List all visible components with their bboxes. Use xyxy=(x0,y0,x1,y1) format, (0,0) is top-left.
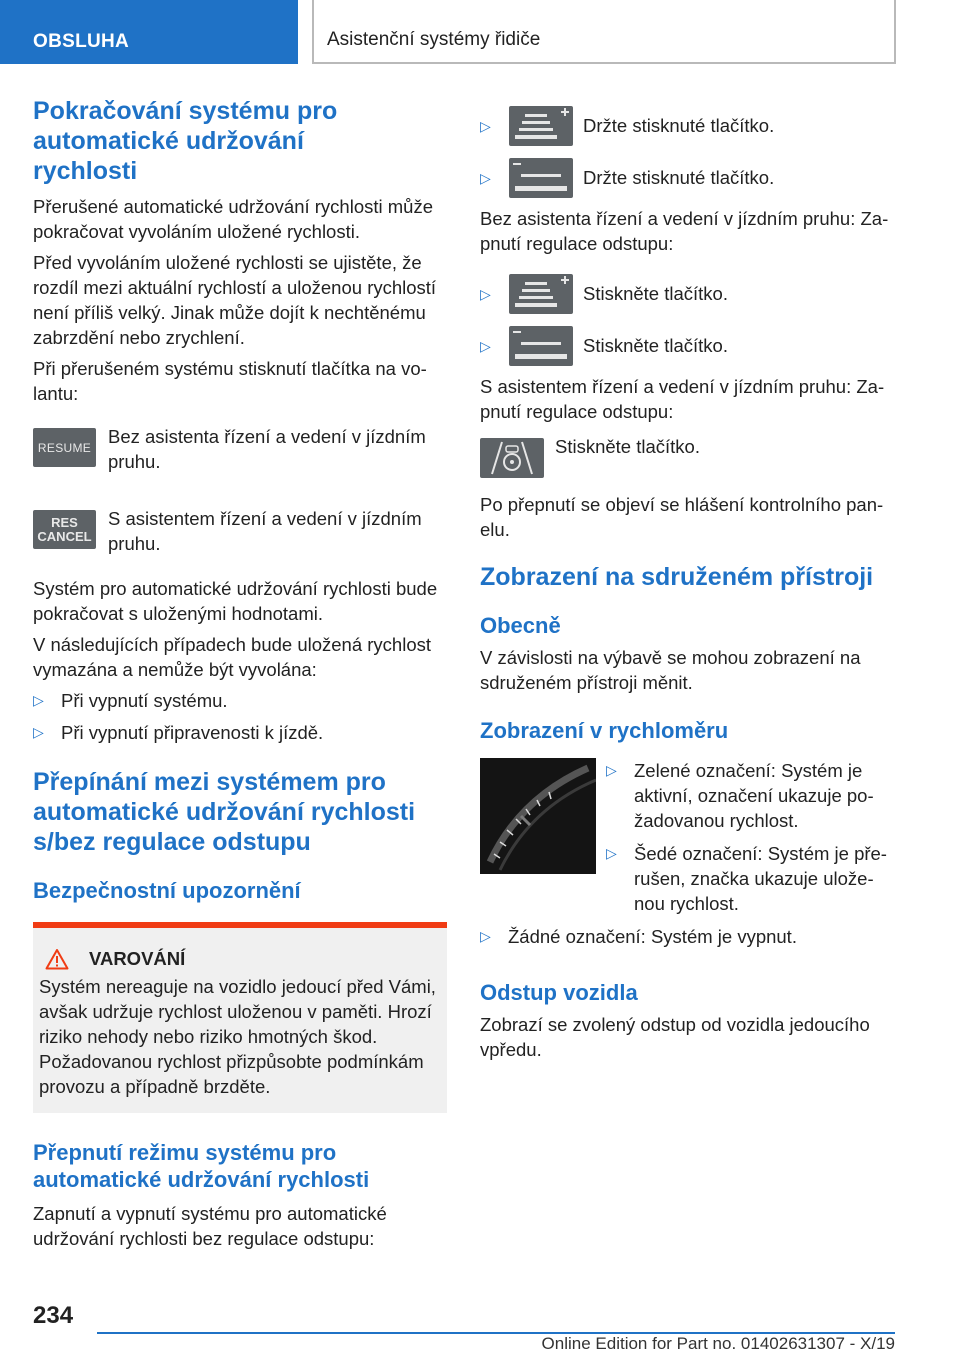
paragraph: Zobrazí se zvolený odstup od vozidla jedoucího vpředu. xyxy=(480,1014,870,1060)
triangle-bullet-icon: ▷ xyxy=(480,285,491,302)
heading-switch: Přepínání mezi systémem pro automatické udržování rychlosti s/bez regulace odstupu xyxy=(33,768,416,856)
list-item-text: Šedé označení: Systém je pře- rušen, značka ukazuje ulože- nou rychlost. xyxy=(634,843,887,914)
paragraph: S asistentem řízení a vedení v jízdním pruhu: Za- pnutí regulace odstupu: xyxy=(480,376,885,422)
heading-safety: Bezpečnostní upozornění xyxy=(33,878,301,903)
list-item-text: Při vypnutí systému. xyxy=(61,690,228,711)
res-cancel-text: S asistentem řízení a vedení v jízdním pruhu. xyxy=(108,508,422,554)
edition-text: Online Edition for Part no. 01402631307 - X/19 xyxy=(541,1334,895,1353)
speedometer-image xyxy=(480,758,596,874)
list-item xyxy=(33,688,447,713)
paragraph: Před vyvoláním uložené rychlosti se ujistěte, že rozdíl mezi aktuální rychlostí a uloženou rychlostí není příliš velký. Jinak může dojít k nechtěnému zabrzdění nebo zrychlení. xyxy=(33,252,437,348)
warning-text: Systém nereaguje na vozidlo jedoucí před Vámi, avšak udržuje rychlost uloženou v paměti. Hrozí riziko nehody nebo riziko hmotných škod. Požadovanou rychlost přizpůsobte podmínkám provozu a případně brzděte. xyxy=(39,976,436,1097)
distance-button-row xyxy=(480,158,896,198)
steering-assist-row xyxy=(480,438,896,478)
heading-continue: Pokračování systému pro automatické udržování rychlosti xyxy=(33,97,338,185)
list-item-text: Žádné označení: Systém je vypnut. xyxy=(508,926,797,947)
paragraph: Přerušené automatické udržování rychlosti může pokračovat vyvoláním uložené rychlosti. xyxy=(33,196,433,242)
triangle-bullet-icon: ▷ xyxy=(606,845,617,861)
section-tab: OBSLUHA xyxy=(0,0,298,64)
rescancel-row xyxy=(33,510,447,556)
distance-increase-icon xyxy=(509,274,573,314)
heading-distance: Odstup vozidla xyxy=(480,980,638,1005)
triangle-bullet-icon: ▷ xyxy=(480,117,491,134)
speedometer-list xyxy=(606,758,896,916)
chapter-title: Asistenční systémy řidiče xyxy=(312,0,896,64)
triangle-bullet-icon: ▷ xyxy=(33,692,44,708)
triangle-bullet-icon: ▷ xyxy=(33,724,44,740)
list-item xyxy=(480,924,896,949)
list-item xyxy=(606,758,896,833)
heading-display: Zobrazení na sdruženém přístroji xyxy=(480,563,874,591)
resume-label: RESUME xyxy=(37,440,92,455)
triangle-bullet-icon: ▷ xyxy=(480,169,491,186)
distance-decrease-icon xyxy=(509,326,573,366)
instruction-text: Stiskněte tlačítko. xyxy=(583,335,728,356)
distance-minus-button-image xyxy=(509,326,573,366)
warning-header xyxy=(45,948,439,970)
page-number: 234 xyxy=(33,1302,74,1329)
warning-triangle-icon xyxy=(45,948,69,970)
heading-speedometer: Zobrazení v rychloměru xyxy=(480,718,729,743)
distance-button-row xyxy=(480,274,896,314)
list-item xyxy=(606,841,896,916)
warning-box xyxy=(33,922,447,1113)
resume-row xyxy=(33,428,447,474)
instruction-text: Držte stisknuté tlačítko. xyxy=(583,115,775,136)
steering-assist-button-image xyxy=(480,438,544,478)
cancel-label: CANCEL xyxy=(37,528,92,544)
speedometer-icon xyxy=(480,758,596,874)
heading-mode: Přepnutí režimu systému pro automatické udržování rychlosti xyxy=(33,1140,370,1192)
heading-general: Obecně xyxy=(480,613,561,638)
distance-increase-icon xyxy=(509,106,573,146)
distance-plus-button-image xyxy=(509,106,573,146)
left-column xyxy=(33,96,447,1251)
paragraph: V závislosti na výbavě se mohou zobrazení na sdruženém přístroji měnit. xyxy=(480,647,861,693)
triangle-bullet-icon: ▷ xyxy=(480,928,491,944)
instruction-text: Stiskněte tlačítko. xyxy=(583,283,728,304)
list-item xyxy=(33,720,447,745)
triangle-bullet-icon: ▷ xyxy=(480,337,491,354)
distance-button-row xyxy=(480,326,896,366)
right-column xyxy=(480,106,896,1062)
paragraph: Při přerušeném systému stisknutí tlačítka na vo- lantu: xyxy=(33,358,427,404)
res-label: RES xyxy=(51,514,78,530)
resume-text: Bez asistenta řízení a vedení v jízdním pruhu. xyxy=(108,426,426,472)
triangle-bullet-icon: ▷ xyxy=(606,762,617,778)
instruction-text: Držte stisknuté tlačítko. xyxy=(583,167,775,188)
paragraph: Bez asistenta řízení a vedení v jízdním pruhu: Za- pnutí regulace odstupu: xyxy=(480,208,889,254)
paragraph: Systém pro automatické udržování rychlosti bude pokračovat s uloženými hodnotami. xyxy=(33,578,438,624)
paragraph: Zapnutí a vypnutí systému pro automatické udržování rychlosti bez regulace odstupu: xyxy=(33,1203,387,1249)
distance-plus-button-image xyxy=(509,274,573,314)
resume-button-image xyxy=(33,428,96,467)
list-item-text: Při vypnutí připravenosti k jízdě. xyxy=(61,722,324,743)
instruction-text: Stiskněte tlačítko. xyxy=(555,436,700,457)
paragraph: V následujících případech bude uložená rychlost vymazána a nemůže být vyvolána: xyxy=(33,634,432,680)
steering-assist-icon xyxy=(480,438,544,478)
distance-minus-button-image xyxy=(509,158,573,198)
distance-button-row xyxy=(480,106,896,146)
list-item-text: Zelené označení: Systém je aktivní, označení ukazuje po- žadovanou rychlost. xyxy=(634,760,874,831)
speedometer-block xyxy=(480,758,896,916)
warning-title: VAROVÁNÍ xyxy=(89,948,186,969)
res-cancel-button-image xyxy=(33,510,96,549)
distance-decrease-icon xyxy=(509,158,573,198)
paragraph: Po přepnutí se objeví se hlášení kontrolního pan- elu. xyxy=(480,494,884,540)
